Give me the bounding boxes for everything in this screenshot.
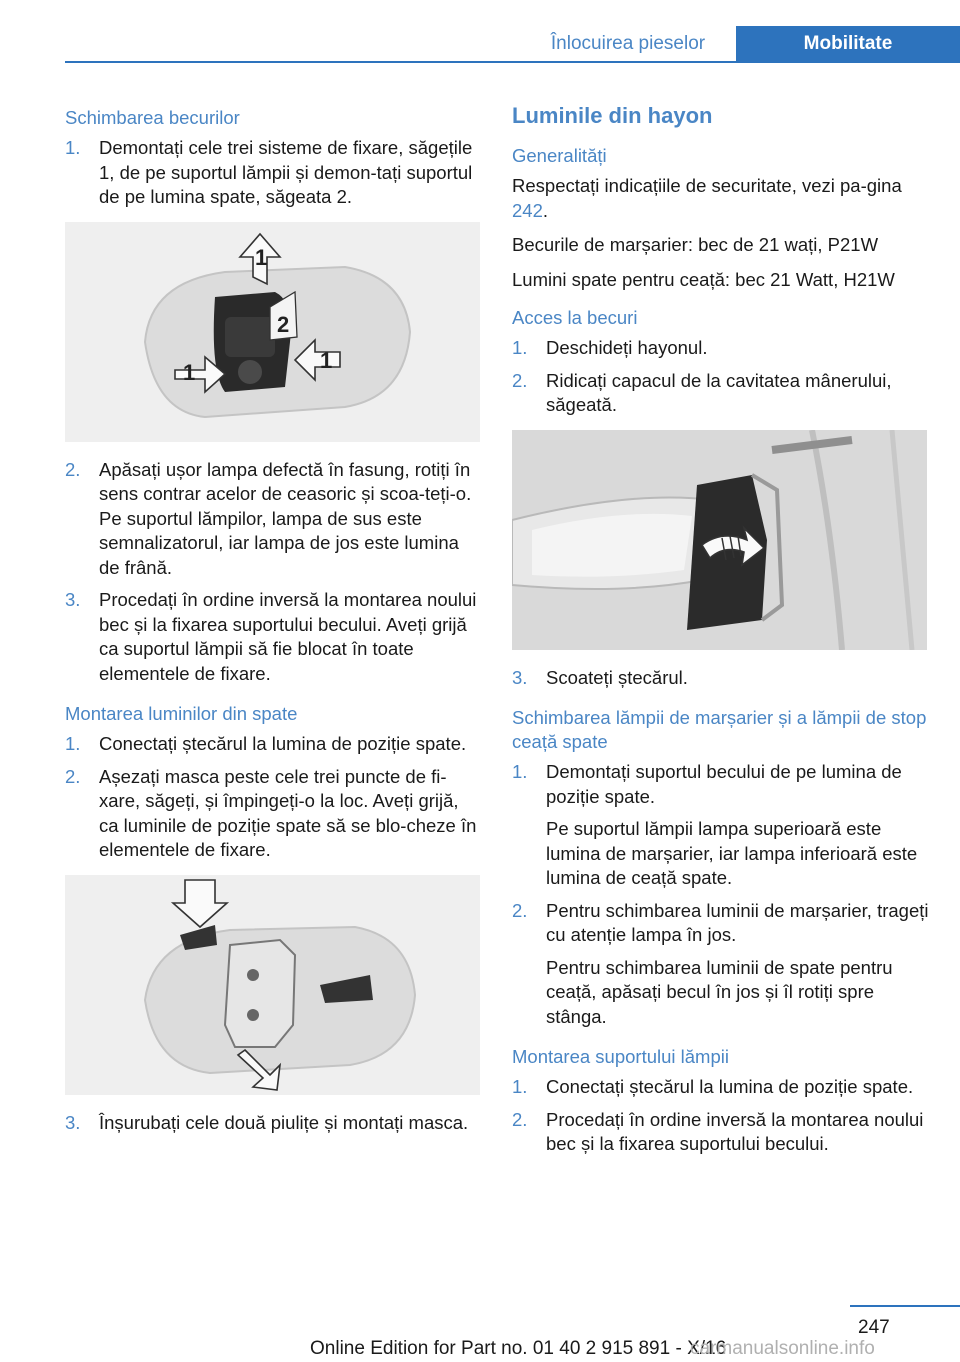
fig-label: 1 xyxy=(255,244,268,270)
step-item: 3. Procedați în ordine inversă la montarea noului bec și la fixarea suportului becului. Aveți grijă ca suportul lămpii să fie blocat în toate elementele de fixare. xyxy=(65,589,477,684)
step-item: 2. Apăsați ușor lampa defectă în fasung, rotiți în sens contrar acelor de ceasoric și scoa‐teți-o. Pe suportul lămpilor, lampa de sus este semnalizatorul, iar lampa de jos este lumina de frână. xyxy=(65,458,472,578)
bulb-holder-illustration xyxy=(65,222,480,442)
bulbs-reverse: Becurile de marșarier: bec de 21 wați, P21W xyxy=(512,234,879,255)
page-number: 247 xyxy=(858,1317,890,1338)
fig-label: 1 xyxy=(320,347,333,373)
step-item: 1. Conectați ștecărul la lumina de poziție spate. xyxy=(512,1076,914,1097)
step-note: Pe suportul lămpii lampa superioară este lumina de marșarier, iar lampa inferioară este lumina de ceață spate. xyxy=(546,818,918,888)
heading-hatch-lights: Luminile din hayon xyxy=(512,103,713,128)
step-item: 2. Ridicați capacul de la cavitatea mânerului, săgeată. xyxy=(512,369,892,415)
fig-label: 2 xyxy=(277,311,290,337)
figure-handle-cover xyxy=(512,430,927,650)
step-item: 2. Așezați masca peste cele trei puncte de fi‐xare, săgeți, și împingeți-o la loc. Aveți grijă, ca luminile de poziție spate să se blo‐cheze în elementele de fixare. xyxy=(65,765,477,860)
right-column xyxy=(512,100,932,1165)
left-column xyxy=(65,100,483,1143)
mask-mount-illustration xyxy=(65,875,480,1095)
step-item: 3. Înșurubați cele două piulițe și montați masca. xyxy=(65,1111,469,1133)
chapter-tab: Mobilitate xyxy=(736,26,960,62)
step-item: 1. Conectați ștecărul la lumina de poziție spate. xyxy=(65,733,467,754)
watermark: carmanualsonline.info xyxy=(690,1338,875,1359)
heading-rear-lights-mount: Montarea luminilor din spate xyxy=(65,703,298,724)
general-paragraph: Respectați indicațiile de securitate, vezi pa‐gina 242. xyxy=(512,175,902,221)
step-note: Pentru schimbarea luminii de spate pentru ceață, apăsați becul în jos și îl rotiți spre stânga. xyxy=(546,956,893,1027)
step-item: 1. Deschideți hayonul. xyxy=(512,337,708,358)
section-tab: Înlocuirea pieselor xyxy=(550,33,706,54)
heading-holder-mount: Montarea suportului lămpii xyxy=(512,1046,729,1067)
header-rule xyxy=(65,61,960,63)
heading-general: Generalități xyxy=(512,145,607,166)
step-item: 2. Procedați în ordine inversă la montarea noului bec și la fixarea suportului becului. xyxy=(512,1108,924,1154)
step-item: 2. Pentru schimbarea luminii de marșarier, trageți cu atenție lampa în jos. xyxy=(512,899,929,945)
heading-lamp-change: Schimbarea lămpii de marșarier și a lămpii de stop ceață spate xyxy=(512,707,927,752)
bulbs-fog: Lumini spate pentru ceață: bec 21 Watt, H21W xyxy=(512,268,895,290)
page-link[interactable]: 242 xyxy=(512,199,543,221)
figure-mask-mount xyxy=(65,875,480,1095)
footer-rule xyxy=(850,1305,960,1307)
step-item: 1. Demontați suportul becului de pe lumina de poziție spate. xyxy=(512,761,902,807)
figure-bulb-holder xyxy=(65,222,480,442)
step-item: 1. Demontați cele trei sisteme de fixare, săgețile 1, de pe suportul lămpii și demon‐tați suportul de pe lumina spate, săgeata 2. xyxy=(65,137,473,207)
heading-access: Acces la becuri xyxy=(512,307,638,328)
step-item: 3. Scoateți ștecărul. xyxy=(512,666,688,688)
fig-label: 1 xyxy=(183,359,196,385)
edition-footer: Online Edition for Part no. 01 40 2 915 891 - X/16 xyxy=(310,1338,727,1359)
handle-cover-illustration xyxy=(512,430,927,650)
heading-bulb-change: Schimbarea becurilor xyxy=(65,107,240,128)
